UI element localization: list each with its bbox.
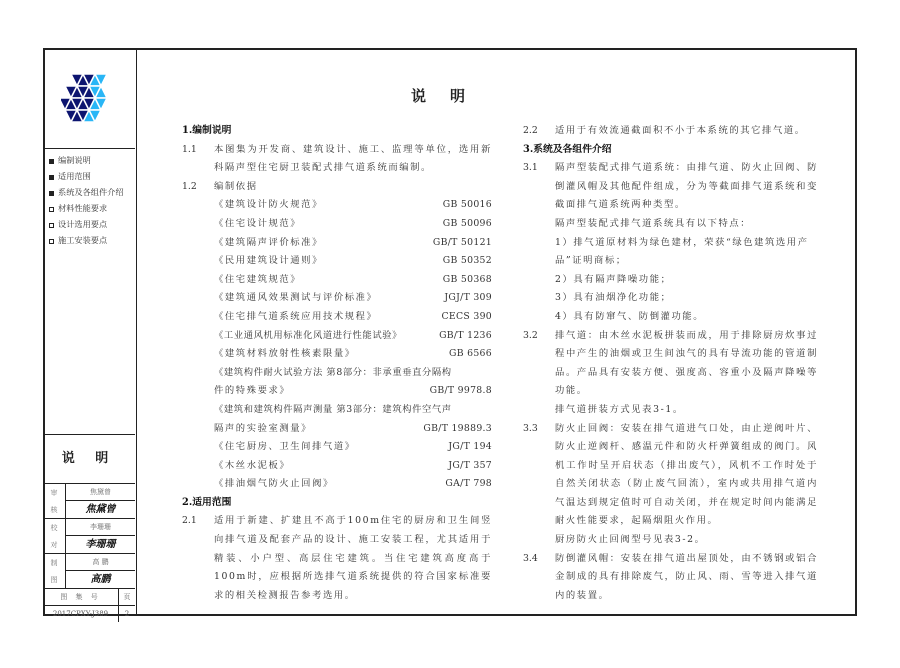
table-of-contents [43, 148, 135, 248]
reference-item [182, 438, 492, 457]
reference-code: GB/T 50121 [432, 236, 492, 248]
feature-item: 2）具有隔声降噪功能； [555, 273, 672, 285]
clause-text: 排气道：由木丝水泥板拼装而成，用于排除厨房炊事过程中产生的油烟或卫生间浊气的具有导流功能的管道制品。产品具有安装方便、强度高、容重小及隔声降噪等功能。 [555, 329, 818, 397]
drafter-row [43, 554, 135, 589]
reference-item [182, 215, 492, 234]
page-label: 页 [123, 593, 131, 601]
feature-item: 1）排气道原材料为绿色建材，荣获“绿色建筑选用产品”证明商标； [555, 236, 809, 267]
role-label: 核 [50, 505, 58, 514]
reference-code: GB 50016 [442, 199, 492, 211]
reference-title: 《建筑材料放射性核素限量》 [214, 348, 356, 360]
toc-label: 材料性能要求 [58, 203, 108, 213]
reference-item [182, 364, 492, 401]
reviewer-signature: 焦黛曾 [85, 504, 116, 515]
role-label: 图 [50, 575, 58, 584]
checker-signature: 李珊珊 [85, 539, 116, 550]
checker-name: 李珊珊 [66, 519, 135, 536]
role-label: 制 [50, 558, 58, 567]
atlas-label: 图 集 号 [43, 589, 119, 605]
clause-text: 适用于有效流通截面积不小于本系统的其它排气道。 [555, 125, 806, 136]
paragraph [523, 122, 818, 141]
clause-number: 2.1 [182, 515, 197, 527]
paragraph [523, 159, 818, 215]
reference-item [182, 401, 492, 438]
reference-item [182, 196, 492, 215]
open-square-bullet-icon [49, 207, 54, 212]
reference-item [182, 475, 492, 494]
clause-text: 隔声型装配式排气道系统：由排气道、防火止回阀、防倒灌风帽及其他配件组成，分为等截面排气道系统和变截面排气道系统两种类型。 [555, 162, 818, 211]
features-intro: 隔声型装配式排气道系统具有以下特点： [555, 217, 752, 229]
reference-title: 《住宅建筑规范》 [214, 273, 302, 285]
reference-item [182, 327, 492, 346]
filled-square-bullet-icon [49, 175, 54, 180]
clause-text: 编制依据 [214, 180, 258, 192]
filled-square-bullet-icon [49, 159, 54, 164]
reference-title: 《建筑和建筑构件隔声测量 第3部分：建筑构件空气声 [214, 403, 452, 415]
reference-item [182, 252, 492, 271]
clause-number: 3.1 [523, 162, 538, 174]
role-label: 审 [50, 488, 58, 497]
toc-item[interactable] [43, 232, 135, 248]
clause-number: 3.4 [523, 552, 538, 564]
clause-number: 2.2 [523, 125, 538, 136]
reference-code: JG/T 357 [448, 459, 492, 471]
reference-title: 《建筑通风效果测试与评价标准》 [214, 292, 378, 304]
clause-number: 3.2 [523, 329, 538, 341]
reference-title: 《建筑隔声评价标准》 [214, 236, 323, 248]
reference-code: GB/T 19889.3 [423, 422, 492, 434]
toc-label: 编制说明 [58, 155, 91, 165]
toc-label: 适用范围 [58, 171, 91, 181]
feature-item: 4）具有防窜气、防倒灌功能。 [555, 310, 705, 322]
reference-title: 《建筑设计防火规范》 [214, 199, 323, 211]
paragraph [523, 420, 818, 532]
atlas-header-row [43, 589, 135, 606]
check-row [43, 519, 135, 554]
reference-title: 《工业通风机用标准化风道进行性能试验》 [214, 329, 403, 341]
reference-code: GB/T 9978.8 [429, 385, 492, 397]
reviewer-name: 焦黛曾 [66, 484, 135, 501]
title-block [43, 434, 135, 622]
reference-title-cont: 件的特殊要求》 [214, 385, 291, 397]
feature-item: 3）具有油烟净化功能； [555, 292, 672, 304]
paragraph [523, 327, 818, 401]
section-heading: 2.适用范围 [182, 496, 232, 508]
open-square-bullet-icon [49, 223, 54, 228]
drafter-name: 高 鹏 [66, 554, 135, 571]
toc-item[interactable] [43, 184, 135, 200]
drafter-signature: 高鹏 [90, 574, 111, 585]
section-heading: 1.编制说明 [182, 125, 232, 136]
reference-code: JG/T 194 [448, 441, 492, 453]
toc-item[interactable] [43, 152, 135, 168]
reference-code: JGJ/T 309 [444, 292, 492, 304]
reference-item [182, 308, 492, 327]
role-label: 对 [50, 540, 58, 549]
paragraph [182, 512, 492, 605]
reference-title: 《民用建筑设计通则》 [214, 255, 323, 267]
clause-number: 3.3 [523, 422, 538, 434]
reference-item [182, 271, 492, 290]
paragraph [523, 550, 818, 606]
note: 排气道拼装方式见表3-1。 [555, 403, 684, 415]
reference-title-cont: 隔声的实验室测量》 [214, 422, 313, 434]
clause-text: 防火止回阀：安装在排气道进气口处，由止逆阀叶片、防火止逆阀杆、感温元件和防火杆弹簧组成的阀门。风机工作时呈开启状态（排出废气），风机不工作时处于自然关闭状态（防止废气回流），室内或共用排气道内气温达到规定值时可自动关闭，并在规定时间内能满足耐火性能要求，起隔烟阻火作用。 [555, 422, 818, 527]
toc-label: 施工安装要点 [58, 235, 108, 245]
title-block-title: 说 明 [43, 434, 135, 484]
clause-number: 1.1 [182, 143, 197, 155]
review-row [43, 484, 135, 519]
paragraph [182, 141, 492, 178]
section-heading: 3.系统及各组件介绍 [523, 143, 612, 155]
reference-code: GA/T 798 [445, 478, 492, 490]
toc-label: 系统及各组件介绍 [58, 187, 124, 197]
page-number: 2 [124, 610, 130, 618]
note: 厨房防火止回阀型号见表3-2。 [555, 534, 706, 546]
reference-code: GB 50096 [442, 217, 492, 229]
reference-item [182, 289, 492, 308]
reference-title: 《住宅厨房、卫生间排气道》 [214, 441, 356, 453]
toc-item[interactable] [43, 168, 135, 184]
reference-title: 《建筑构件耐火试验方法 第8部分：非承重垂直分隔构 [214, 366, 452, 378]
toc-item[interactable] [43, 216, 135, 232]
toc-item[interactable] [43, 200, 135, 216]
clause-text: 防倒灌风帽：安装在排气道出屋顶处，由不锈钢或铝合金制成的具有排除废气，防止风、雨、雪等进入排气道内的装置。 [555, 552, 818, 601]
reference-title: 《排油烟气防火止回阀》 [214, 478, 334, 490]
atlas-value-row [43, 606, 135, 622]
toc-label: 设计选用要点 [58, 219, 108, 229]
reference-code: GB 6566 [449, 348, 492, 360]
clause-number: 1.2 [182, 180, 197, 192]
reference-title: 《木丝水泥板》 [214, 459, 291, 471]
filled-square-bullet-icon [49, 191, 54, 196]
reference-code: CECS 390 [441, 310, 492, 322]
reference-title: 《住宅设计规范》 [214, 217, 302, 229]
reference-item [182, 345, 492, 364]
reference-code: GB 50352 [442, 255, 492, 267]
clause-text: 适用于新建、扩建且不高于100m住宅的厨房和卫生间竖向排气道及配套产品的设计、施工安装工程，尤其适用于精装、小户型、高层住宅建筑。当住宅建筑高度高于100m时，应根据所选排气道系统提供的符合国家标准要求的相关检测报告参考选用。 [214, 515, 492, 601]
reference-code: GB/T 1236 [439, 329, 492, 341]
reference-item [182, 234, 492, 253]
reference-item [182, 457, 492, 476]
role-label: 校 [50, 523, 58, 532]
page-title: 说明 [410, 87, 489, 105]
paragraph [182, 178, 492, 197]
right-column [523, 122, 818, 605]
reference-code: GB 50368 [442, 273, 492, 285]
clause-text: 本图集为开发商、建筑设计、施工、监理等单位，选用新科隔声型住宅厨卫装配式排气道系统而编制。 [214, 143, 492, 174]
sidebar [43, 48, 137, 616]
left-column [182, 122, 492, 605]
open-square-bullet-icon [49, 239, 54, 244]
reference-title: 《住宅排气道系统应用技术规程》 [214, 310, 378, 322]
atlas-number: 2017CPXY-J389 [43, 606, 119, 622]
